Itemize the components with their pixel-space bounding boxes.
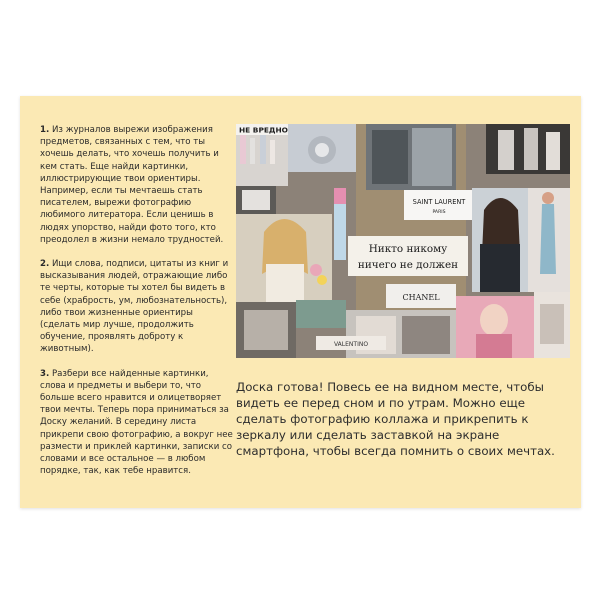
collage-brand-ysl: SAINT LAURENT [412,198,466,206]
step-3-number: 3. [40,368,50,379]
collage-note-line2: ничего не должен [357,259,459,271]
step-1 [40,124,234,246]
step-1-text: Из журналов вырежи изображения предметов, связанных с тем, что ты хочешь делать, что хочешь получить и кем стать. Еще найди картинки, иллюстрирующие твои ориентиры. Например, если ты мечтаешь стать писателем, вырежи фотографию любимого литератора. Если ценишь в людях упорство, найди фото того, кто преодолел в жизни немало трудностей. [40,125,224,245]
collage-note-line1: Никто никому [368,243,448,255]
step-3-text: Разбери все найденные картинки, слова и предметы и выбери то, что больше всего нравится и олицетворяет твои мечты. Теперь пора приниматься за Доску желаний. В середину листа прикрепи свою фотографию, а вокруг нее размести и приклей картинки, записки со словами и все остальное — в любом порядке, так, как тебе нравится. [40,368,233,477]
collage-brand-valentino: VALENTINO [333,341,369,348]
step-2 [40,258,234,356]
caption-text: Доска готова! Повесь ее на видном месте, чтобы видеть ее перед сном и по утрам. Можно еще сделать фотографию коллажа и прикрепить к зеркалу или сделать заставкой на экране смартфона, чтобы всегда помнить о своих мечтах. [236,380,555,458]
step-3 [40,368,234,478]
step-1-number: 1. [40,125,50,135]
collage-brand-ysl-sub: PARIS [432,210,446,215]
vision-board-photo [236,124,570,358]
instructions-column [40,124,234,489]
step-2-text: Ищи слова, подписи, цитаты из книг и высказывания людей, отражающие либо те черты, которые ты хотел бы видеть в себе (храбрость, ум, любознательность), либо твои жизненные ориентиры (сделать мир лучше, продолжить обучение, проявлять доброту к животным). [40,259,229,355]
collage-brand-chanel: CHANEL [402,293,440,302]
collage-label-top: НЕ ВРЕДНО [239,125,288,135]
step-2-number: 2. [40,259,50,270]
collage-illustration [236,124,570,358]
